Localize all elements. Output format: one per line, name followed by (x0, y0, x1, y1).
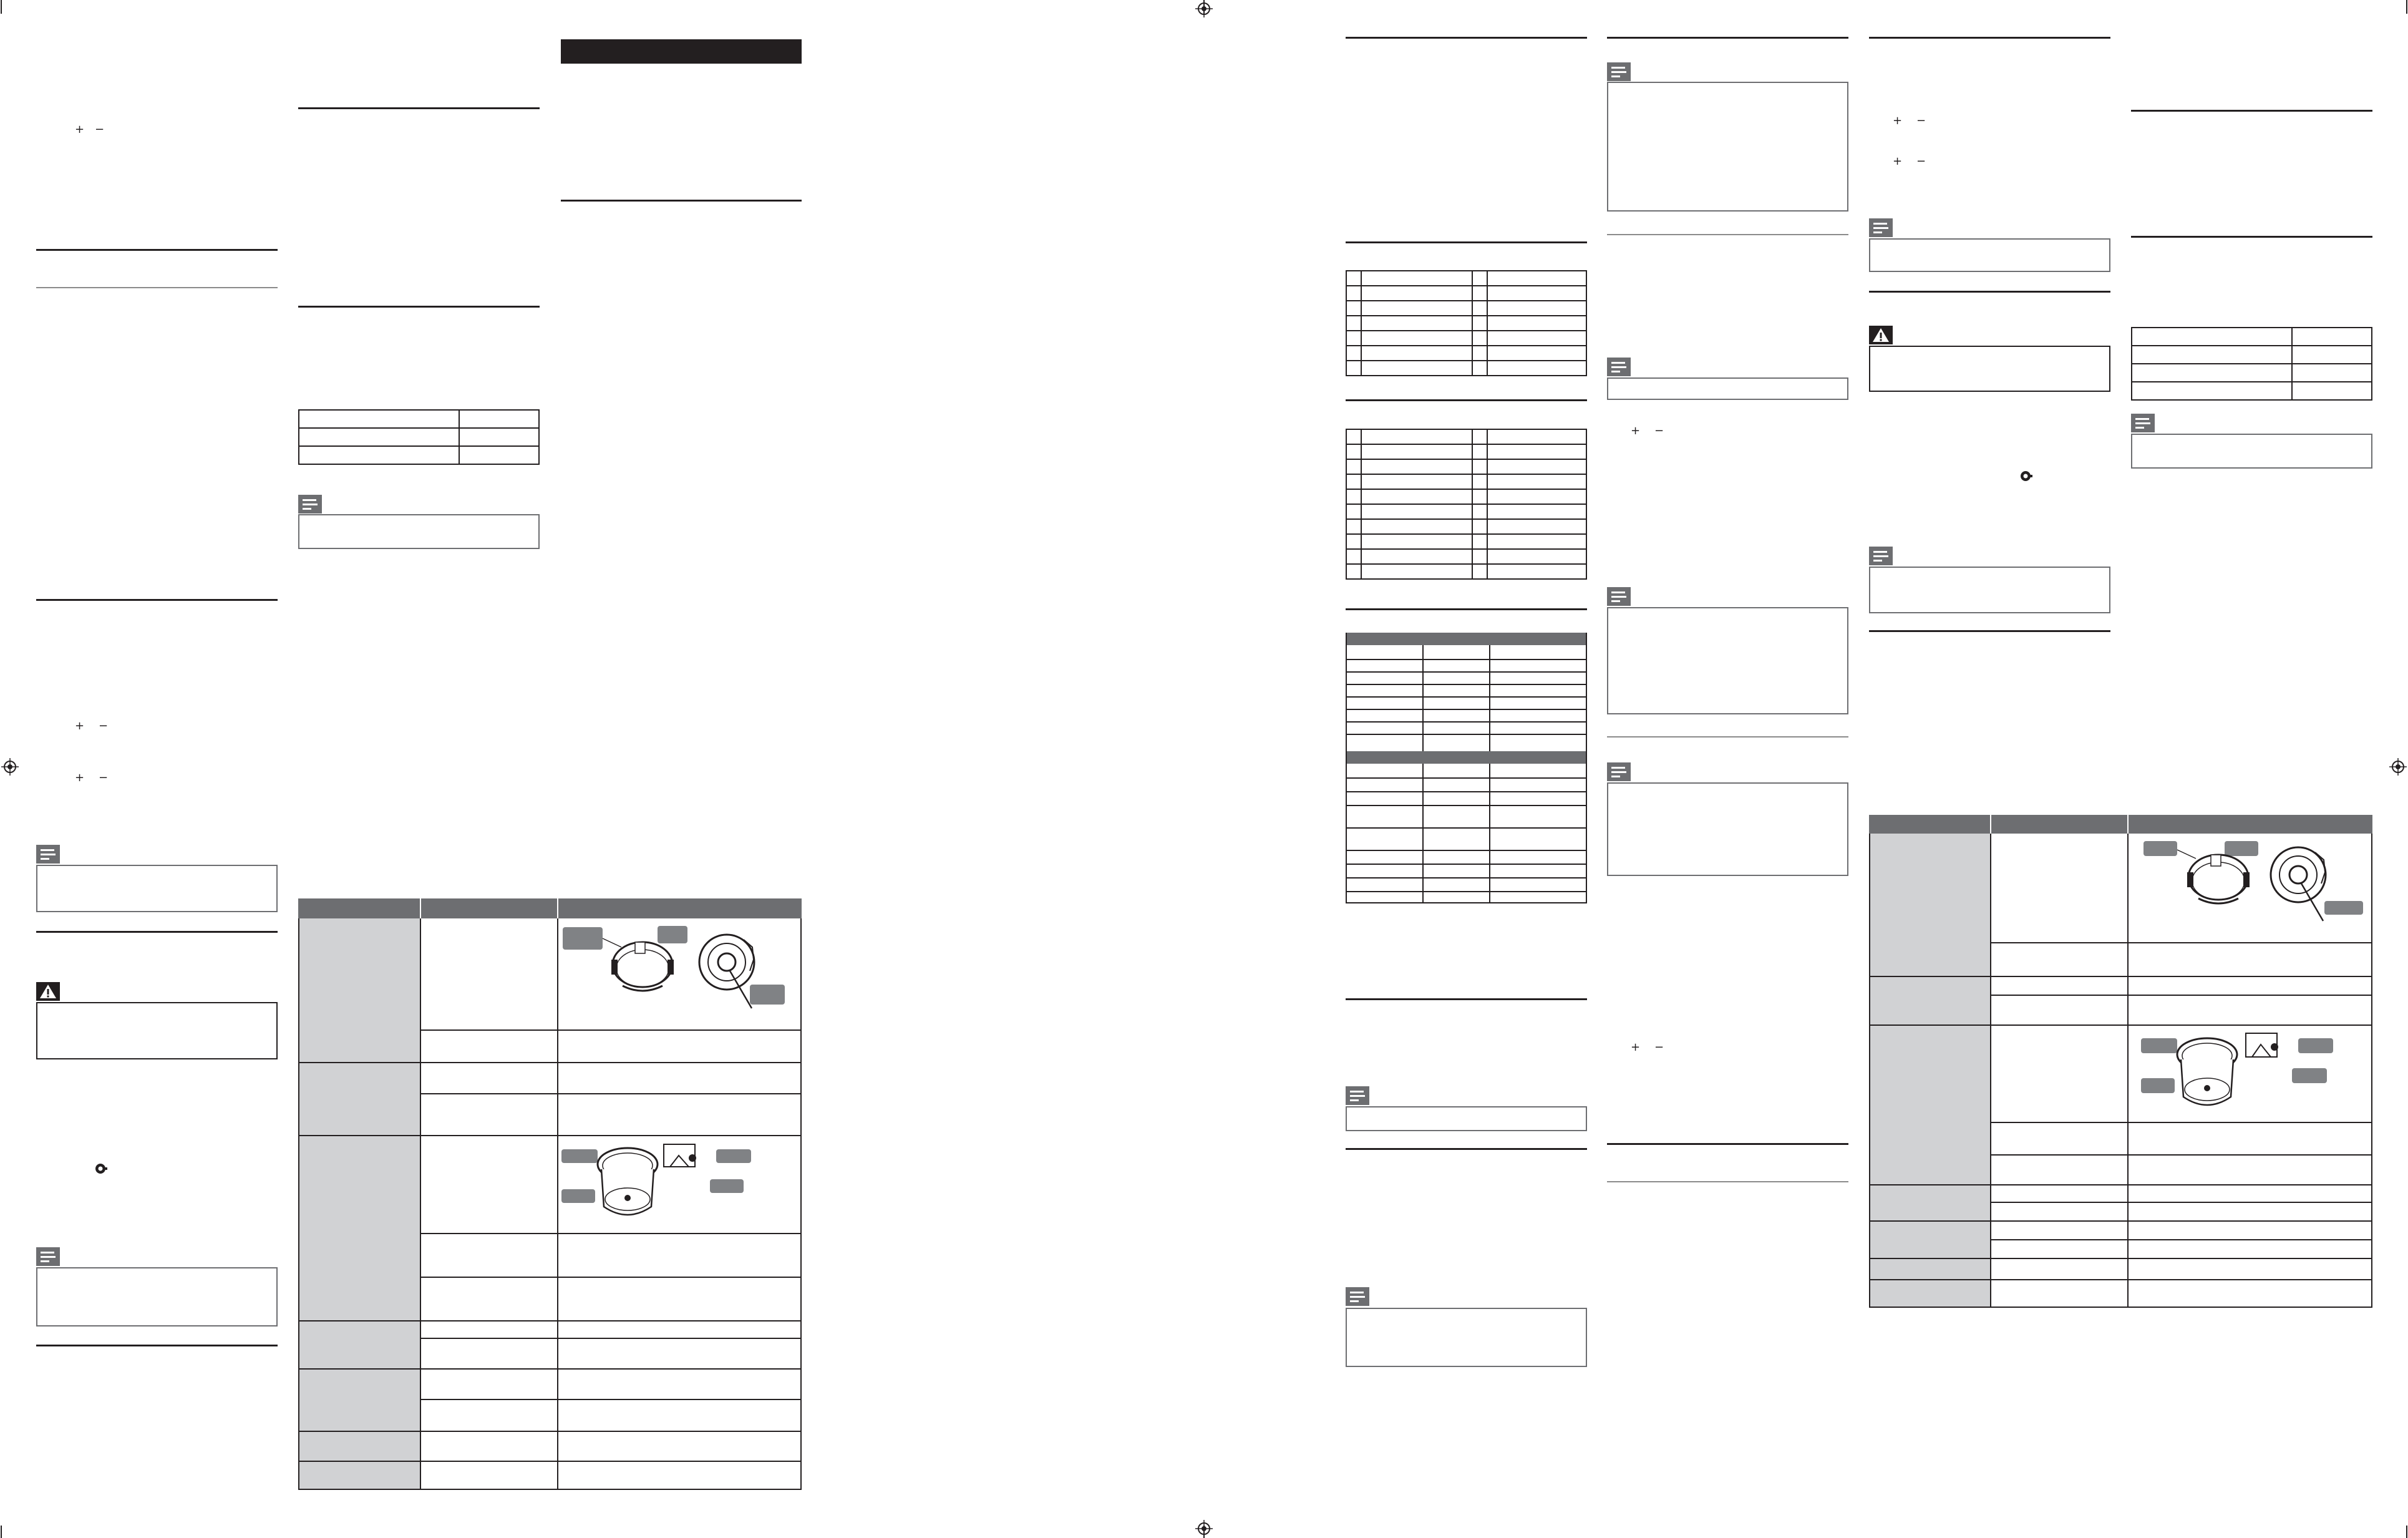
plus-symbol: + (1631, 424, 1641, 437)
table-group-header (1346, 633, 1587, 645)
section-rule (1346, 608, 1587, 610)
note-icon (1607, 762, 1631, 781)
warning-icon (1869, 326, 1893, 344)
section-rule (2131, 110, 2372, 112)
pressure-knob-icon (2019, 469, 2032, 483)
row-divider (298, 1320, 802, 1321)
warning-box (36, 1002, 278, 1059)
note-icon (1607, 358, 1631, 376)
table-divider (1422, 764, 1424, 903)
row-divider (1346, 805, 1587, 806)
section-rule (36, 931, 278, 933)
minus-symbol: − (95, 123, 105, 136)
table-divider (557, 918, 558, 1490)
registration-mark-icon (1, 758, 19, 776)
note-box (1607, 607, 1848, 714)
problem-cell (299, 1063, 420, 1135)
section-rule (1346, 998, 1587, 1000)
problem-cell (1870, 1185, 1990, 1220)
header-divider (2127, 815, 2129, 834)
row-divider (1346, 827, 1587, 829)
note-box (36, 865, 278, 912)
minus-symbol: − (99, 771, 109, 784)
note-icon (2131, 414, 2155, 432)
section-rule (1607, 1143, 1848, 1145)
row-divider (1990, 1122, 2372, 1123)
row-divider (1990, 1239, 2372, 1240)
sealing-ring-illustration (560, 1138, 760, 1232)
note-icon (1869, 218, 1893, 237)
row-divider (1346, 659, 1587, 660)
problem-cell (1870, 1026, 1990, 1184)
section-subrule (1607, 234, 1848, 235)
table-divider (1990, 834, 1991, 1308)
header-divider (420, 898, 421, 918)
problem-cell (299, 1370, 420, 1431)
section-rule (1346, 241, 1587, 243)
crop-mark-top-right (2406, 0, 2407, 14)
pressure-knob-icon (94, 1162, 107, 1175)
section-rule (36, 249, 278, 251)
note-icon (298, 495, 322, 513)
note-box (1346, 1106, 1587, 1131)
minus-symbol: − (1654, 424, 1664, 437)
registration-mark-icon (1195, 0, 1213, 17)
row-divider (1346, 850, 1587, 851)
row-divider (298, 1368, 802, 1370)
problem-cell (1870, 1280, 1990, 1307)
problem-cell (1870, 1222, 1990, 1258)
chapter-header-bar (561, 39, 802, 64)
note-icon (36, 1247, 60, 1266)
spec-table (2131, 327, 2372, 401)
note-box (298, 514, 540, 549)
note-icon (1346, 1287, 1369, 1306)
table-group-header (1346, 751, 1587, 764)
section-rule (298, 107, 540, 109)
row-divider (1990, 1202, 2372, 1203)
problem-cell (1870, 1259, 1990, 1279)
parts-table-2 (1346, 429, 1587, 580)
note-box (1607, 82, 1848, 212)
row-divider (1869, 1220, 2372, 1222)
table-header-row (298, 898, 802, 918)
table-border (2371, 834, 2372, 1308)
row-divider (1346, 709, 1587, 710)
table-divider (2127, 834, 2129, 1308)
note-box (1346, 1308, 1587, 1367)
row-divider (1346, 891, 1587, 892)
row-divider (1346, 721, 1587, 723)
minus-symbol: − (1916, 114, 1926, 127)
row-divider (1990, 1154, 2372, 1156)
plus-symbol: + (1893, 155, 1903, 168)
problem-cell (299, 918, 420, 1062)
table-border (800, 918, 802, 1490)
row-divider (1869, 1279, 2372, 1280)
plus-symbol: + (75, 771, 85, 784)
minus-symbol: − (99, 719, 109, 732)
row-divider (1869, 1025, 2372, 1026)
table-border (1586, 633, 1587, 903)
parts-table-1 (1346, 270, 1587, 376)
row-divider (1346, 791, 1587, 792)
table-divider (1489, 645, 1490, 751)
row-divider (1869, 1184, 2372, 1185)
row-divider (1869, 1258, 2372, 1259)
row-divider (1346, 684, 1587, 685)
lid-valve-illustration (561, 921, 799, 1027)
row-divider (1346, 696, 1587, 698)
row-divider (1990, 995, 2372, 996)
row-divider (298, 1431, 802, 1432)
section-subrule (1607, 1181, 1848, 1182)
section-rule (1869, 291, 2110, 293)
note-icon (1607, 62, 1631, 81)
plus-symbol: + (1631, 1041, 1641, 1054)
table-divider (1489, 764, 1490, 903)
warning-box (1869, 346, 2110, 392)
row-divider (420, 1338, 802, 1339)
registration-mark-icon (2389, 758, 2407, 776)
row-divider (1346, 734, 1587, 735)
row-divider (420, 1277, 802, 1278)
note-icon (36, 845, 60, 864)
table-border (1346, 633, 1347, 903)
row-divider (298, 1135, 802, 1136)
row-divider (1346, 902, 1587, 903)
header-divider (557, 898, 558, 918)
header-divider (1990, 815, 1991, 834)
problem-cell (299, 1321, 420, 1368)
note-box (2131, 434, 2372, 469)
section-rule (1607, 37, 1848, 39)
section-subrule (36, 287, 278, 288)
row-divider (298, 1062, 802, 1063)
row-divider (1990, 942, 2372, 943)
plus-symbol: + (75, 123, 85, 136)
row-divider (1869, 1307, 2372, 1308)
problem-cell (1870, 834, 1990, 976)
note-box (1607, 377, 1848, 400)
crop-mark-top-left (1, 0, 2, 14)
row-divider (298, 1489, 802, 1490)
row-divider (298, 1461, 802, 1462)
note-box (1869, 238, 2110, 272)
problem-cell (1870, 977, 1990, 1025)
lid-valve-illustration (2130, 836, 2369, 940)
table-header-row (1869, 815, 2372, 834)
section-rule (1346, 37, 1587, 39)
problem-cell (299, 1432, 420, 1461)
table-border (1869, 834, 1870, 1308)
minus-symbol: − (1916, 155, 1926, 168)
section-rule (561, 200, 802, 202)
problem-cell (299, 1136, 420, 1320)
plus-symbol: + (75, 719, 85, 732)
row-divider (1869, 976, 2372, 977)
note-box (1607, 782, 1848, 876)
crop-mark-bottom-right (2406, 1526, 2407, 1538)
row-divider (1346, 777, 1587, 779)
note-icon (1346, 1086, 1369, 1105)
table-divider (420, 918, 421, 1490)
crop-mark-bottom-left (1, 1526, 2, 1538)
row-divider (1346, 877, 1587, 879)
row-divider (1346, 864, 1587, 865)
table-divider (1422, 645, 1424, 751)
row-divider (1346, 671, 1587, 673)
section-rule (1869, 37, 2110, 39)
row-divider (420, 1233, 802, 1234)
warning-icon (36, 982, 60, 1001)
note-box (1869, 567, 2110, 613)
section-subrule (1607, 736, 1848, 737)
note-icon (1607, 587, 1631, 606)
sealing-ring-illustration (2140, 1028, 2352, 1121)
row-divider (420, 1093, 802, 1094)
row-divider (420, 1399, 802, 1400)
minus-symbol: − (1654, 1041, 1664, 1054)
section-rule (1346, 1148, 1587, 1150)
section-rule (36, 599, 278, 601)
table-border (298, 918, 299, 1490)
section-rule (1346, 399, 1587, 401)
note-icon (1869, 547, 1893, 565)
plus-symbol: + (1893, 114, 1903, 127)
note-box (36, 1267, 278, 1326)
problem-cell (299, 1462, 420, 1489)
row-divider (420, 1029, 802, 1031)
registration-mark-icon (1195, 1520, 1213, 1537)
spec-table (298, 409, 540, 465)
section-rule (1869, 630, 2110, 632)
section-rule (298, 306, 540, 308)
section-rule (36, 1345, 278, 1346)
section-rule (2131, 236, 2372, 238)
